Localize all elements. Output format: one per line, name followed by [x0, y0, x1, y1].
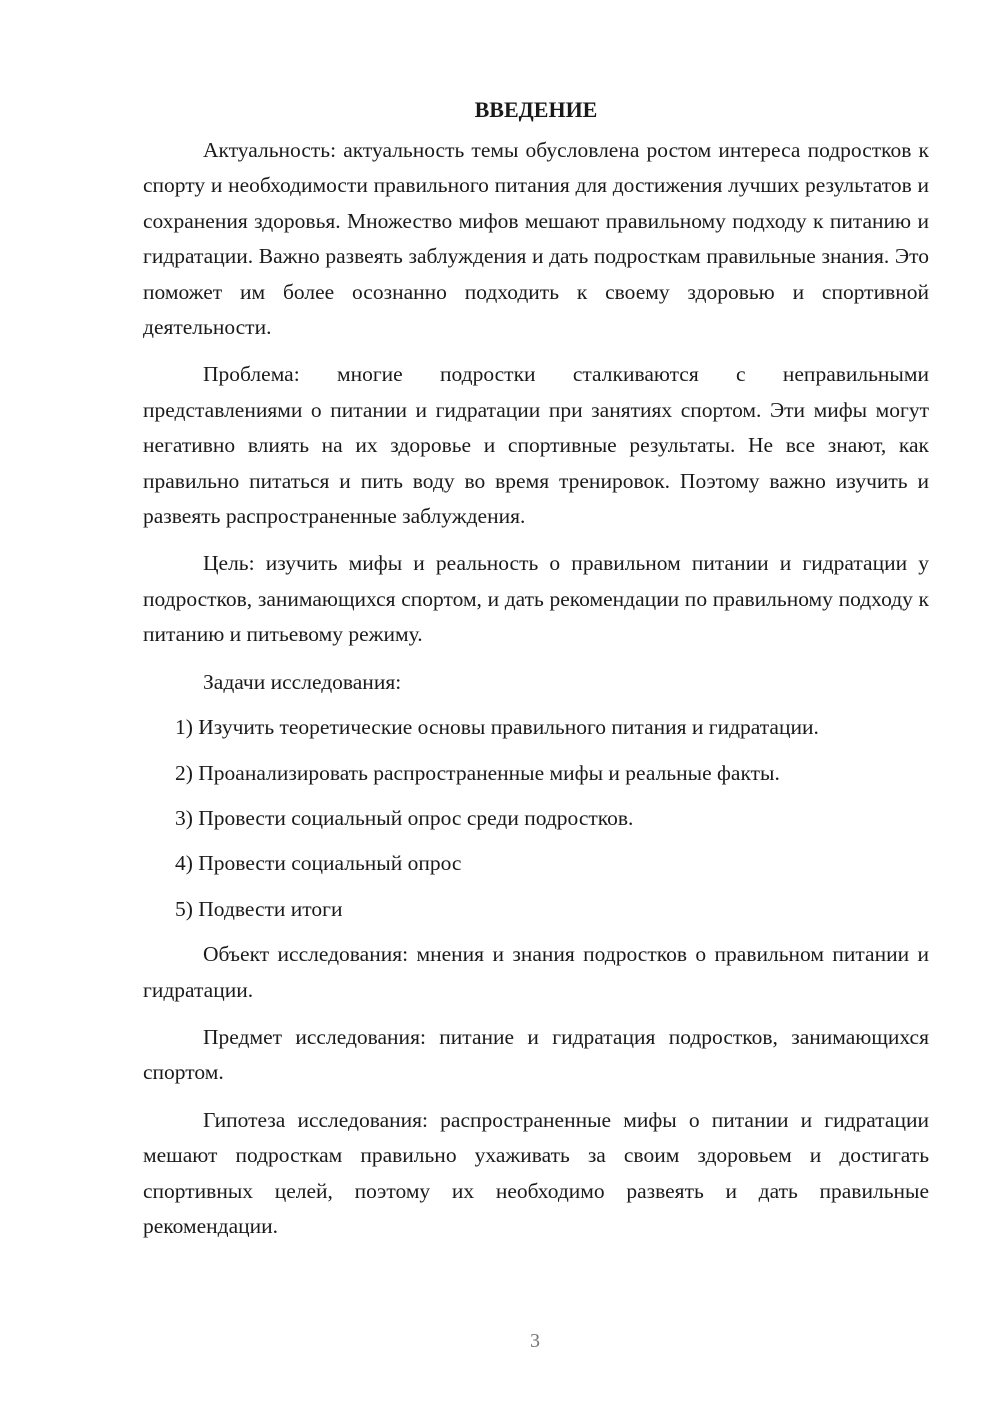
paragraph-hypothesis: Гипотеза исследования: распространенные мифы о питании и гидратации мешают подросткам правильно ухаживать за своим здоровьем и достигать спортивных целей, поэтому их необходимо развеять и дать правильные рекомендации. [143, 1107, 929, 1238]
task-item: 3) Провести социальный опрос среди подростков. [175, 805, 634, 830]
paragraph-goal: Цель: изучить мифы и реальность о правильном питании и гидратации у подростков, занимающихся спортом, и дать рекомендации по правильному подходу к питанию и питьевому режиму. [143, 551, 929, 647]
task-item: 4) Провести социальный опрос [175, 851, 462, 876]
page-number: 3 [530, 1330, 540, 1352]
paragraph-object: Объект исследования: мнения и знания подростков о правильном питании и гидратации. [143, 942, 929, 1002]
page-title: ВВЕДЕНИЕ [474, 97, 598, 122]
paragraph-problem: Проблема: многие подростки сталкиваются с неправильными представлениями о питании и гидратации при занятиях спортом. Эти мифы могут негативно влиять на их здоровье и спортивные результаты. Не все знают, как правильно питаться и пить воду во время тренировок. Поэтому важно изучить и развеять распространенные заблуждения. [143, 362, 929, 529]
task-item: 1) Изучить теоретические основы правильного питания и гидратации. [175, 715, 819, 740]
tasks-heading: Задачи исследования: [203, 669, 402, 694]
task-item: 5) Подвести итоги [175, 896, 343, 921]
paragraph-relevance: Актуальность: актуальность темы обусловлена ростом интереса подростков к спорту и необходимости правильного питания для достижения лучших результатов и сохранения здоровья. Множество мифов мешают правильному подходу к питанию и гидратации. Важно развеять заблуждения и дать подросткам правильные знания. Это поможет им более осознанно подходить к своему здоровью и спортивной деятельности. [143, 138, 929, 340]
paragraph-subject: Предмет исследования: питание и гидратация подростков, занимающихся спортом. [143, 1024, 929, 1085]
page-content [143, 95, 929, 1256]
tasks-list [143, 710, 929, 927]
task-item: 2) Проанализировать распространенные мифы и реальные факты. [175, 760, 780, 785]
